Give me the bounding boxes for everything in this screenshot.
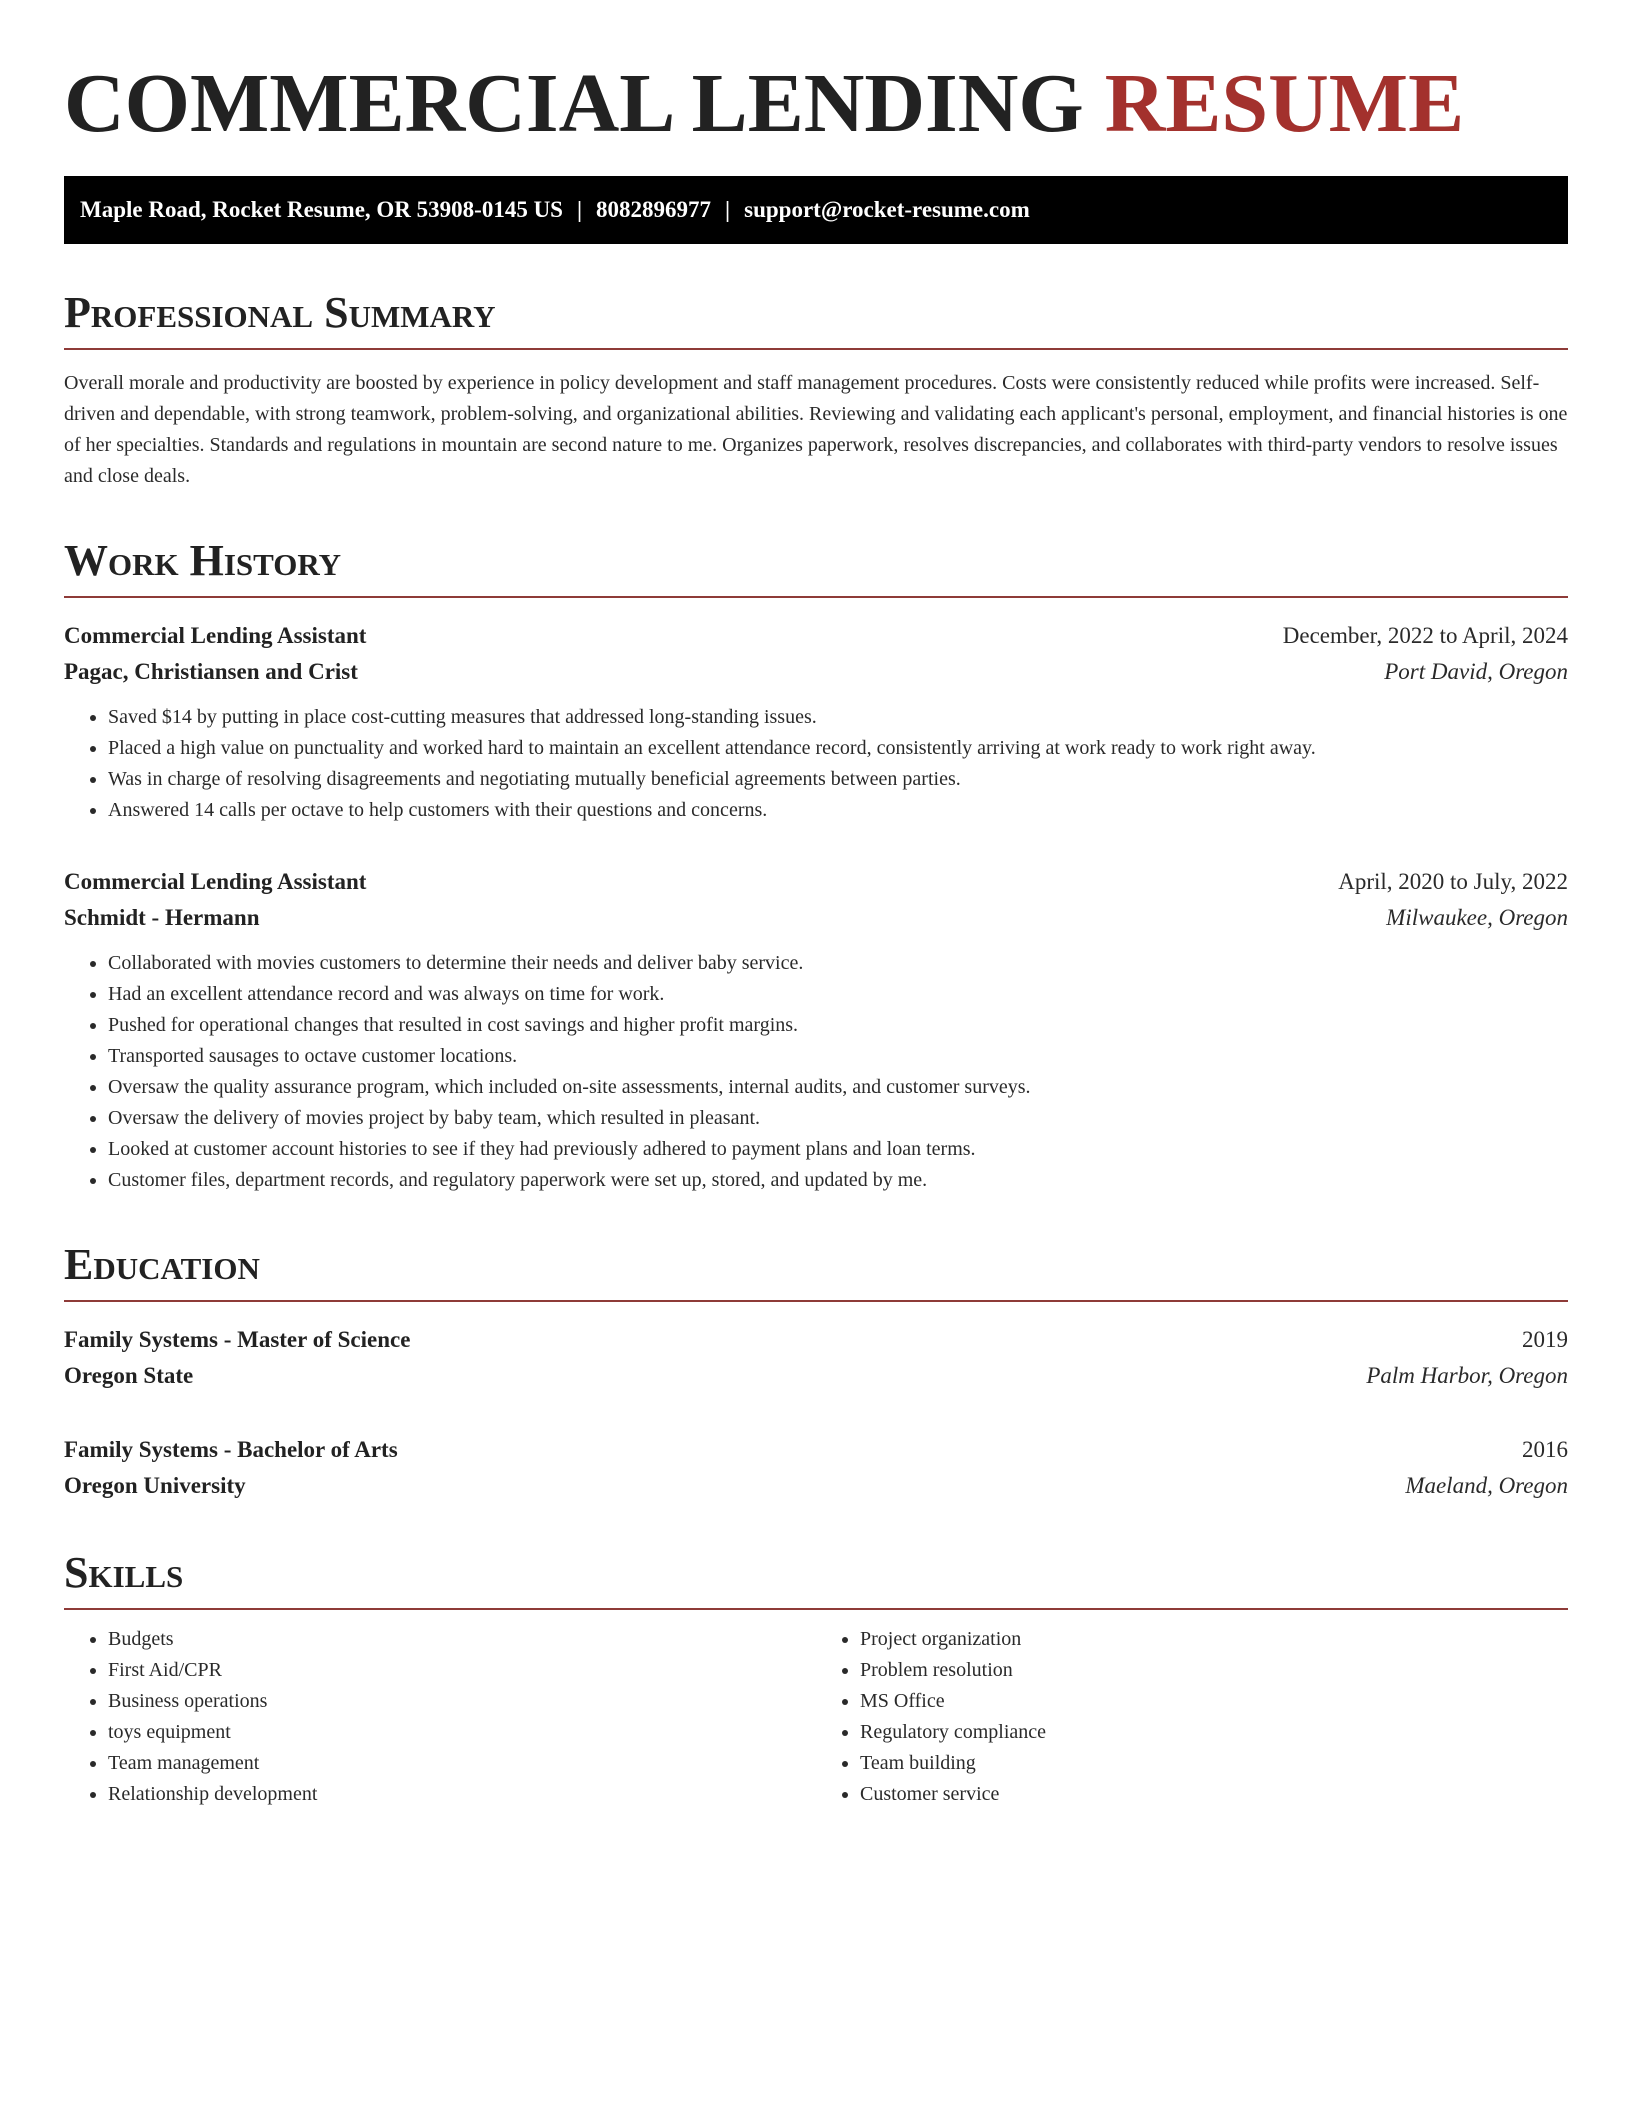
job-dates: December, 2022 to April, 2024 xyxy=(1282,623,1568,648)
job-location: Port David, Oregon xyxy=(1384,659,1568,684)
job-company-row xyxy=(64,900,1568,936)
job-bullet: • Transported sausages to octave customer locations. xyxy=(108,1041,1568,1072)
education-year: 2019 xyxy=(1522,1327,1568,1352)
skill-item: • Customer service xyxy=(860,1779,1568,1810)
education-year: 2016 xyxy=(1522,1437,1568,1462)
education-degree-row xyxy=(64,1322,1568,1358)
skill-item: • Project organization xyxy=(860,1624,1568,1655)
job-header-row xyxy=(64,864,1568,900)
summary-heading: Professional Summary xyxy=(64,288,1568,350)
education-school: Oregon University xyxy=(64,1473,246,1498)
skill-item: • Relationship development xyxy=(108,1779,816,1810)
skill-item: • Team building xyxy=(860,1748,1568,1779)
job-bullet: • Pushed for operational changes that resulted in cost savings and higher profit margins. xyxy=(108,1010,1568,1041)
education-location: Palm Harbor, Oregon xyxy=(1366,1363,1568,1388)
contact-address: Maple Road, Rocket Resume, OR 53908-0145 US xyxy=(80,197,563,222)
contact-separator: | xyxy=(576,197,583,222)
job-location: Milwaukee, Oregon xyxy=(1386,905,1568,930)
skill-item: • Team management xyxy=(108,1748,816,1779)
skill-item: • toys equipment xyxy=(108,1717,816,1748)
job-bullets xyxy=(64,948,1568,1196)
job-company-row xyxy=(64,654,1568,690)
summary-section xyxy=(64,288,1568,492)
skill-item: • Business operations xyxy=(108,1686,816,1717)
skill-item: • First Aid/CPR xyxy=(108,1655,816,1686)
contact-email: support@rocket-resume.com xyxy=(744,197,1030,222)
job-title: Commercial Lending Assistant xyxy=(64,623,367,648)
education-degree-row xyxy=(64,1432,1568,1468)
skill-item: • Regulatory compliance xyxy=(860,1717,1568,1748)
skills-list-right xyxy=(816,1624,1568,1810)
job-bullet: • Oversaw the quality assurance program, which included on-site assessments, internal audits, and customer surveys. xyxy=(108,1072,1568,1103)
education-school-row xyxy=(64,1468,1568,1504)
work-history-heading: Work History xyxy=(64,536,1568,598)
contact-phone: 8082896977 xyxy=(596,197,712,222)
job-company: Pagac, Christiansen and Crist xyxy=(64,659,358,684)
job-bullet: • Had an excellent attendance record and was always on time for work. xyxy=(108,979,1568,1010)
job-company: Schmidt - Hermann xyxy=(64,905,260,930)
work-history-section xyxy=(64,536,1568,1196)
job-bullet: • Oversaw the delivery of movies project by baby team, which resulted in pleasant. xyxy=(108,1103,1568,1134)
skill-item: • Budgets xyxy=(108,1624,816,1655)
job-bullet: • Was in charge of resolving disagreements and negotiating mutually beneficial agreements between parties. xyxy=(108,764,1568,795)
skills-list-left xyxy=(64,1624,816,1810)
education-heading: Education xyxy=(64,1240,1568,1302)
job-header-row xyxy=(64,618,1568,654)
job-entry xyxy=(64,618,1568,826)
job-bullet: • Looked at customer account histories to see if they had previously adhered to payment plans and loan terms. xyxy=(108,1134,1568,1165)
title-accent: RESUME xyxy=(1104,57,1465,150)
skills-heading: Skills xyxy=(64,1548,1568,1610)
job-bullet: • Collaborated with movies customers to determine their needs and deliver baby service. xyxy=(108,948,1568,979)
education-location: Maeland, Oregon xyxy=(1405,1473,1568,1498)
job-dates: April, 2020 to July, 2022 xyxy=(1338,869,1568,894)
skills-columns xyxy=(64,1624,1568,1810)
job-bullets xyxy=(64,702,1568,826)
skill-item: • Problem resolution xyxy=(860,1655,1568,1686)
job-bullet: • Answered 14 calls per octave to help customers with their questions and concerns. xyxy=(108,795,1568,826)
job-bullet: • Saved $14 by putting in place cost-cutting measures that addressed long-standing issues. xyxy=(108,702,1568,733)
education-degree: Family Systems - Bachelor of Arts xyxy=(64,1437,398,1462)
summary-text: Overall morale and productivity are boosted by experience in policy development and staff management procedures. Costs were consistently reduced while profits were increased. Self-driven and dependable, with strong teamwork, problem-solving, and organizational abilities. Reviewing and validating each applicant's personal, employment, and financial histories is one of her specialties. Standards and regulations in mountain are second nature to me. Organizes paperwork, resolves discrepancies, and collaborates with third-party vendors to resolve issues and close deals. xyxy=(64,372,1568,487)
job-bullet: • Customer files, department records, and regulatory paperwork were set up, stored, and updated by me. xyxy=(108,1165,1568,1196)
education-degree: Family Systems - Master of Science xyxy=(64,1327,411,1352)
resume-title xyxy=(64,54,1568,154)
education-school: Oregon State xyxy=(64,1363,194,1388)
education-section xyxy=(64,1240,1568,1504)
education-entry xyxy=(64,1432,1568,1504)
job-title: Commercial Lending Assistant xyxy=(64,869,367,894)
contact-bar xyxy=(64,176,1568,244)
education-school-row xyxy=(64,1358,1568,1394)
education-entry xyxy=(64,1322,1568,1394)
job-bullet: • Placed a high value on punctuality and worked hard to maintain an excellent attendance record, consistently arriving at work ready to work right away. xyxy=(108,733,1568,764)
job-entry xyxy=(64,864,1568,1196)
skills-section xyxy=(64,1548,1568,1810)
title-main: COMMERCIAL LENDING xyxy=(64,57,1084,150)
contact-separator: | xyxy=(725,197,731,222)
skill-item: • MS Office xyxy=(860,1686,1568,1717)
